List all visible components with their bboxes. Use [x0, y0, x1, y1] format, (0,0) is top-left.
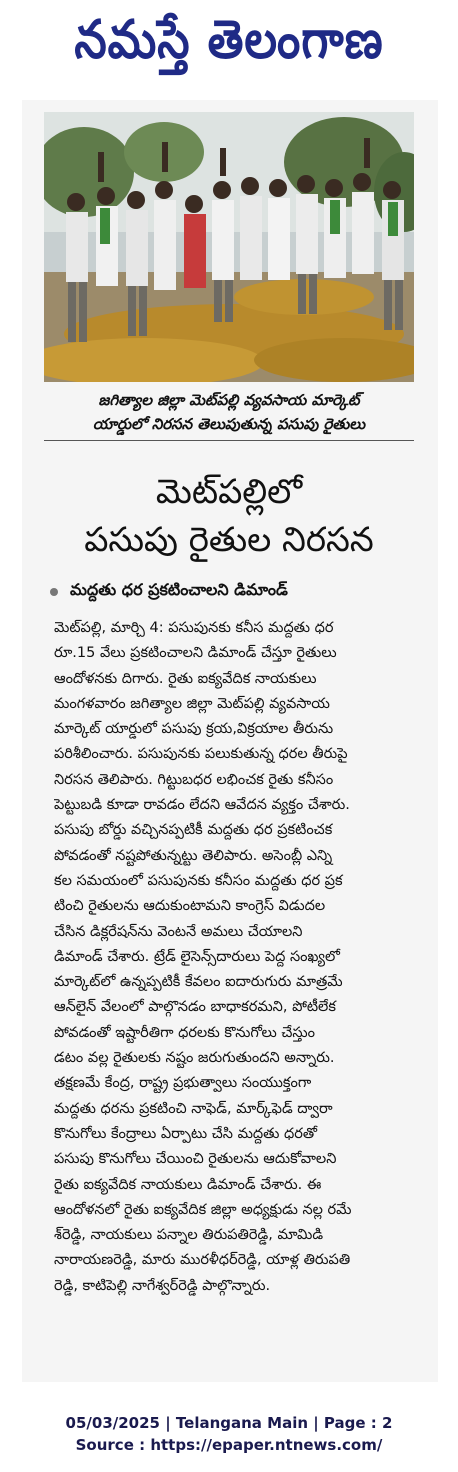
footer-source: Source : https://epaper.ntnews.com/: [75, 1436, 383, 1454]
headline-line: మెట్‌పల్లిలో: [155, 472, 303, 512]
caption-line: యార్డులో నిరసన తెలుపుతున్న పసుపు రైతులు: [92, 415, 366, 433]
body-line: డటం వల్ల రైతులకు నష్టం జరుగుతుందని అన్నారు.: [54, 1050, 335, 1067]
bullet-icon: [50, 588, 58, 596]
body-line: చేసిన డిక్లరేషన్‌ను వెంటనే అమలు చేయాలని: [54, 923, 303, 940]
body-line: పోవడంతో నష్టపోతున్నట్టు తెలిపారు. అసెంబ్లీ ఎన్ని: [54, 847, 333, 864]
body-line: రూ.15 వేలు ప్రకటించాలని డిమాండ్ చేస్తూ రైతులు: [54, 645, 337, 662]
body-line: శ్‌రెడ్డి, నాయకులు పన్నాల తిరుపతిరెడ్డి, మామిడి: [54, 1227, 324, 1244]
footer: [0, 1412, 458, 1456]
article-body: [54, 616, 410, 1299]
farmers-protest-photo: [44, 112, 414, 382]
body-line: కల సమయంలో పసుపునకు కనీసం మద్దతు ధర ప్రక: [54, 872, 343, 889]
body-line: పసుపు కొనుగోలు చేయించి రైతులను ఆదుకోవాలని: [54, 1151, 337, 1168]
body-line: ఆన్‌లైన్ వేలంలో పాల్గొనడం బాధాకరమని, పోటీలేక: [54, 999, 336, 1016]
body-line: తక్షణమే కేంద్ర, రాష్ట్ర ప్రభుత్వాలు సంయుక్తంగా: [54, 1075, 312, 1092]
newspaper-title: నమస్తే తెలంగాణ: [74, 8, 384, 71]
body-line: పెట్టుబడి కూడా రావడం లేదని ఆవేదన వ్యక్తం చేశారు.: [54, 797, 350, 814]
body-line: పరిశీలించారు. పసుపునకు పలుకుతున్న ధరల తీరుపై: [54, 746, 348, 763]
headline: [44, 468, 414, 564]
body-line: మార్కెట్‌లో ఉన్నప్పటికీ కేవలం ఐదారుగురు మాత్రమే: [54, 974, 343, 991]
body-line: పసుపు బోర్డు వచ్చినప్పటికీ మద్దతు ధర ప్రకటించక: [54, 822, 333, 839]
body-line: రైతు ఐక్యవేదిక నాయకులు డిమాండ్ చేశారు. ఈ: [54, 1176, 322, 1193]
body-line: మద్దతు ధరను ప్రకటించి నాఫెడ్, మార్క్‌ఫెడ్ ద్వారా: [54, 1100, 333, 1117]
body-line: ఆందోళనలో రైతు ఐక్యవేదిక జిల్లా అధ్యక్షుడు నల్ల రమే: [54, 1201, 352, 1218]
subheadline-text: మద్దతు ధర ప్రకటించాలని డిమాండ్: [70, 580, 288, 599]
body-line: టించి రైతులను ఆదుకుంటామని కాంగ్రెస్ విడుదల: [54, 898, 326, 915]
headline-line: పసుపు రైతుల నిరసన: [84, 520, 374, 560]
subheadline: [50, 580, 410, 603]
caption-line: జగిత్యాల జిల్లా మెట్‌పల్లి వ్యవసాయ మార్కెట్: [98, 391, 360, 409]
body-line: నిరసన తెలిపారు. గిట్టుబధర లభించక రైతు కనీసం: [54, 771, 334, 788]
photo-caption: [44, 388, 414, 436]
footer-date-edition: 05/03/2025 | Telangana Main | Page : 2: [65, 1414, 393, 1432]
body-line: కొనుగోలు కేంద్రాలు ఏర్పాటు చేసి మద్దతు ధరతో: [54, 1125, 318, 1142]
body-line: రెడ్డి, కాటిపెల్లి నాగేశ్వర్‌రెడ్డి పాల్గొన్నారు.: [54, 1277, 271, 1294]
body-line: మార్కెట్ యార్డులో పసుపు క్రయ,విక్రయాల తీరును: [54, 721, 334, 738]
caption-divider: [44, 440, 414, 441]
article-photo: [44, 112, 414, 382]
body-line: నారాయణరెడ్డి, మారు మురళీధర్‌రెడ్డి, యాళ్ల తిరుపతి: [54, 1252, 351, 1269]
body-line: ఆందోళనకు దిగారు. రైతు ఐక్యవేదిక నాయకులు: [54, 670, 317, 687]
body-line: మంగళవారం జగిత్యాల జిల్లా మెట్‌పల్లి వ్యవసాయ: [54, 695, 330, 712]
body-line: పోవడంతో ఇష్టారీతిగా ధరలకు కొనుగోలు చేస్తుం: [54, 1024, 315, 1041]
masthead: [0, 4, 458, 88]
body-line: మెట్‌పల్లి, మార్చి 4: పసుపునకు కనీస మద్దతు ధర: [54, 620, 334, 636]
article-clipping: [22, 100, 438, 1382]
body-line: డిమాండ్ చేశారు. ట్రేడ్ లైసెన్స్‌దారులు పెద్ద సంఖ్యలో: [54, 948, 340, 965]
